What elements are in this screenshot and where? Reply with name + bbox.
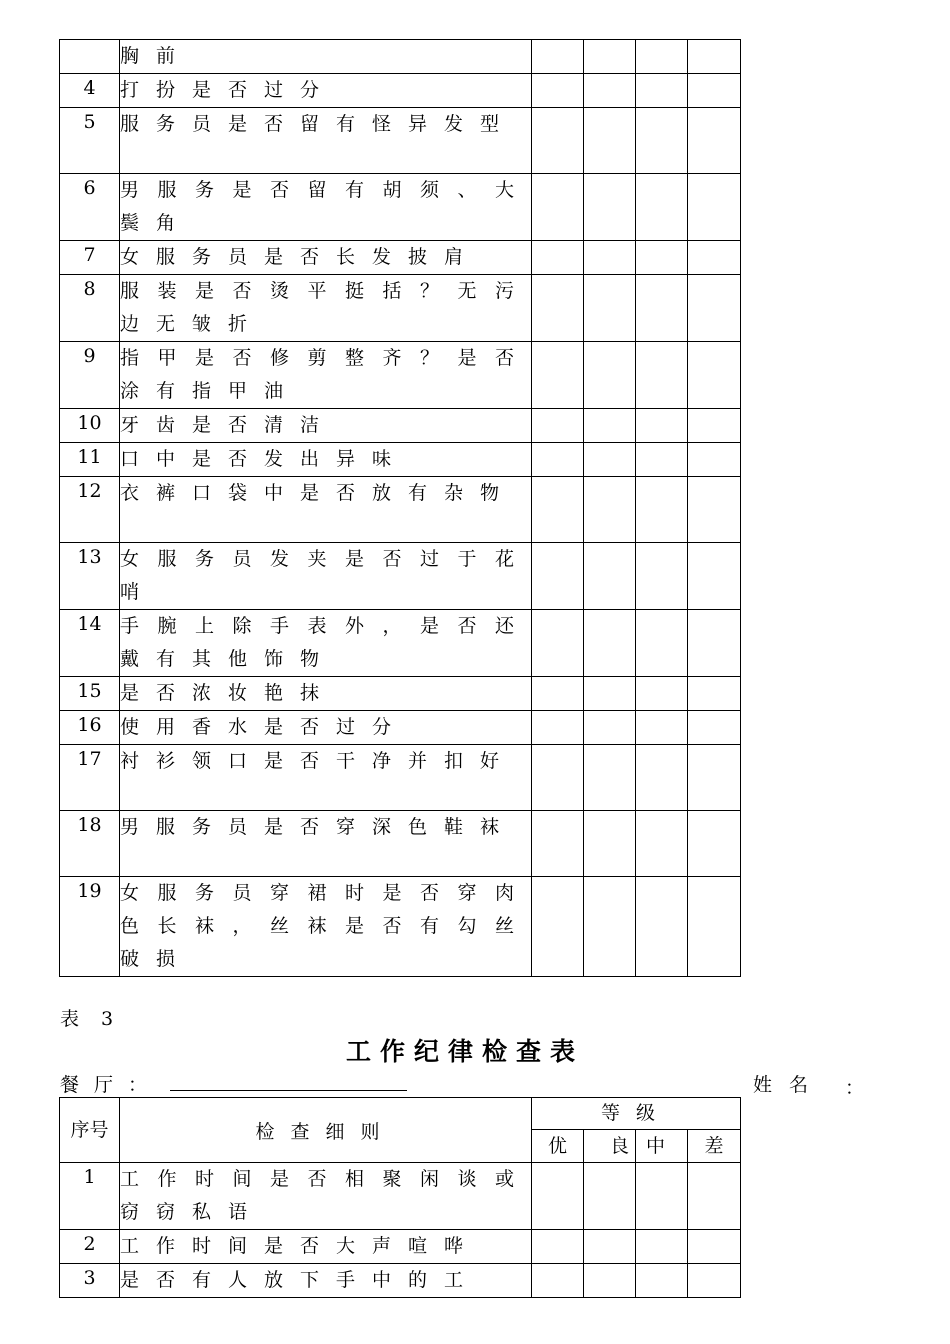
- row-item: 服装是否烫平挺括？无污边无皱折: [120, 275, 532, 342]
- grade-cell-poor: [688, 108, 741, 174]
- grade-cell-poor: [688, 443, 741, 477]
- table-row: [60, 811, 741, 877]
- grade-cell-excellent: [532, 677, 584, 711]
- grade-cell-poor: [688, 745, 741, 811]
- grade-cell-good: [584, 409, 636, 443]
- grade-cell-average: [636, 543, 688, 610]
- grade-cell-excellent: [532, 275, 584, 342]
- row-number: 12: [60, 477, 120, 543]
- row-item: 女服务员是否长发披肩: [120, 241, 532, 275]
- grade-cell-poor: [688, 877, 741, 977]
- grade-cell-good: [584, 1264, 636, 1298]
- row-item: 男服务员是否穿深色鞋袜: [120, 811, 532, 877]
- row-number: 1: [60, 1163, 120, 1230]
- grade-cell-poor: [688, 677, 741, 711]
- grade-cell-excellent: [532, 1264, 584, 1298]
- grade-cell-average: [636, 1264, 688, 1298]
- table-row: [60, 443, 741, 477]
- grade-cell-excellent: [532, 409, 584, 443]
- row-item: 手腕上除手表外，是否还戴有其他饰物: [120, 610, 532, 677]
- table-row: [60, 409, 741, 443]
- grade-cell-average: [636, 677, 688, 711]
- table-row: [60, 711, 741, 745]
- restaurant-label: 餐厅：: [60, 1074, 163, 1096]
- grade-cell-good: [584, 477, 636, 543]
- row-item: 是否浓妆艳抹: [120, 677, 532, 711]
- row-number: 10: [60, 409, 120, 443]
- table-row: [60, 74, 741, 108]
- header-grade-good: 良: [584, 1130, 636, 1163]
- table-row: [60, 477, 741, 543]
- row-item: 工作时间是否大声喧哗: [120, 1230, 532, 1264]
- row-number: 4: [60, 74, 120, 108]
- header-grade-excellent: 优: [532, 1130, 584, 1163]
- grade-cell-average: [636, 40, 688, 74]
- grade-cell-good: [584, 40, 636, 74]
- grade-cell-good: [584, 342, 636, 409]
- table-row: [60, 241, 741, 275]
- grade-cell-poor: [688, 174, 741, 241]
- grade-cell-good: [584, 241, 636, 275]
- grade-cell-average: [636, 342, 688, 409]
- table-row: [60, 342, 741, 409]
- row-item: 工作时间是否相聚闲谈或窃窃私语: [120, 1163, 532, 1230]
- grade-cell-poor: [688, 1264, 741, 1298]
- grade-cell-good: [584, 711, 636, 745]
- row-number: 16: [60, 711, 120, 745]
- grade-cell-excellent: [532, 443, 584, 477]
- grade-cell-average: [636, 610, 688, 677]
- row-number: 18: [60, 811, 120, 877]
- row-number: 17: [60, 745, 120, 811]
- header-seq: 序号: [60, 1098, 120, 1163]
- table-row: [60, 1163, 741, 1230]
- table-row: [60, 108, 741, 174]
- row-item: 衣裤口袋中是否放有杂物: [120, 477, 532, 543]
- grade-cell-average: [636, 409, 688, 443]
- grade-cell-poor: [688, 40, 741, 74]
- grade-cell-excellent: [532, 1163, 584, 1230]
- restaurant-field[interactable]: [170, 1090, 407, 1091]
- table-row: [60, 543, 741, 610]
- grade-cell-average: [636, 174, 688, 241]
- row-item: 使用香水是否过分: [120, 711, 532, 745]
- grade-cell-good: [584, 543, 636, 610]
- grade-cell-average: [636, 1230, 688, 1264]
- table-row: [60, 1264, 741, 1298]
- table-row: [60, 275, 741, 342]
- grooming-check-table: [59, 39, 741, 977]
- grade-cell-good: [584, 1163, 636, 1230]
- grade-cell-good: [584, 877, 636, 977]
- row-number: 14: [60, 610, 120, 677]
- table-row: [60, 677, 741, 711]
- grade-cell-excellent: [532, 745, 584, 811]
- grade-cell-good: [584, 174, 636, 241]
- grade-cell-average: [636, 745, 688, 811]
- grade-cell-poor: [688, 811, 741, 877]
- grade-cell-excellent: [532, 711, 584, 745]
- row-item: 女服务员穿裙时是否穿肉色长袜，丝袜是否有勾丝破损: [120, 877, 532, 977]
- row-number: 11: [60, 443, 120, 477]
- header-grade-average: 中: [636, 1130, 688, 1163]
- row-number: 5: [60, 108, 120, 174]
- grade-cell-excellent: [532, 342, 584, 409]
- table-row: [60, 610, 741, 677]
- grade-cell-average: [636, 1163, 688, 1230]
- name-colon: ：: [845, 1077, 865, 1099]
- grade-cell-poor: [688, 543, 741, 610]
- row-item: 男服务是否留有胡须、大鬓角: [120, 174, 532, 241]
- header-grade-poor: 差: [688, 1130, 741, 1163]
- page-title: 工作纪律检查表: [345, 1037, 584, 1066]
- row-number: [60, 40, 120, 74]
- grade-cell-excellent: [532, 877, 584, 977]
- grade-cell-poor: [688, 342, 741, 409]
- row-item: 指甲是否修剪整齐？是否涂有指甲油: [120, 342, 532, 409]
- row-item: 服务员是否留有怪异发型: [120, 108, 532, 174]
- grade-cell-good: [584, 1230, 636, 1264]
- row-item: 衬衫领口是否干净并扣好: [120, 745, 532, 811]
- table-row: [60, 174, 741, 241]
- grade-cell-poor: [688, 477, 741, 543]
- name-label: 姓名: [753, 1074, 826, 1096]
- table-row: [60, 40, 741, 74]
- table-row: [60, 1230, 741, 1264]
- row-number: 3: [60, 1264, 120, 1298]
- grade-cell-good: [584, 811, 636, 877]
- row-number: 2: [60, 1230, 120, 1264]
- grade-cell-excellent: [532, 241, 584, 275]
- grade-cell-average: [636, 443, 688, 477]
- grade-cell-poor: [688, 711, 741, 745]
- row-item: 女服务员发夹是否过于花哨: [120, 543, 532, 610]
- grade-cell-average: [636, 811, 688, 877]
- grade-cell-poor: [688, 1163, 741, 1230]
- grade-cell-good: [584, 108, 636, 174]
- table-label: 表 3: [60, 1008, 122, 1030]
- grade-cell-poor: [688, 1230, 741, 1264]
- header-grade: 等级: [532, 1098, 741, 1130]
- grade-cell-good: [584, 443, 636, 477]
- grade-cell-good: [584, 745, 636, 811]
- grade-cell-average: [636, 711, 688, 745]
- row-item: 胸前: [120, 40, 532, 74]
- grade-cell-good: [584, 275, 636, 342]
- grade-cell-excellent: [532, 74, 584, 108]
- row-item: 牙齿是否清洁: [120, 409, 532, 443]
- row-number: 6: [60, 174, 120, 241]
- grade-cell-poor: [688, 74, 741, 108]
- grade-cell-poor: [688, 610, 741, 677]
- header-detail: 检查细则: [120, 1098, 532, 1163]
- row-item: 口中是否发出异味: [120, 443, 532, 477]
- header-row: [60, 1098, 741, 1130]
- grade-cell-poor: [688, 275, 741, 342]
- row-number: 8: [60, 275, 120, 342]
- row-number: 19: [60, 877, 120, 977]
- grade-cell-excellent: [532, 40, 584, 74]
- grade-cell-average: [636, 241, 688, 275]
- grade-cell-good: [584, 677, 636, 711]
- grade-cell-good: [584, 74, 636, 108]
- grade-cell-good: [584, 610, 636, 677]
- grade-cell-excellent: [532, 811, 584, 877]
- grade-cell-excellent: [532, 610, 584, 677]
- grade-cell-excellent: [532, 1230, 584, 1264]
- grade-cell-average: [636, 108, 688, 174]
- row-number: 15: [60, 677, 120, 711]
- grade-cell-average: [636, 275, 688, 342]
- grade-cell-excellent: [532, 174, 584, 241]
- row-item: 打扮是否过分: [120, 74, 532, 108]
- grade-cell-poor: [688, 241, 741, 275]
- row-number: 13: [60, 543, 120, 610]
- grade-cell-excellent: [532, 477, 584, 543]
- table-row: [60, 745, 741, 811]
- row-number: 7: [60, 241, 120, 275]
- grade-cell-average: [636, 74, 688, 108]
- row-item: 是否有人放下手中的工: [120, 1264, 532, 1298]
- grade-cell-poor: [688, 409, 741, 443]
- grade-cell-average: [636, 477, 688, 543]
- grade-cell-excellent: [532, 543, 584, 610]
- discipline-check-table: [59, 1097, 741, 1298]
- table-row: [60, 877, 741, 977]
- grade-cell-average: [636, 877, 688, 977]
- grade-cell-excellent: [532, 108, 584, 174]
- row-number: 9: [60, 342, 120, 409]
